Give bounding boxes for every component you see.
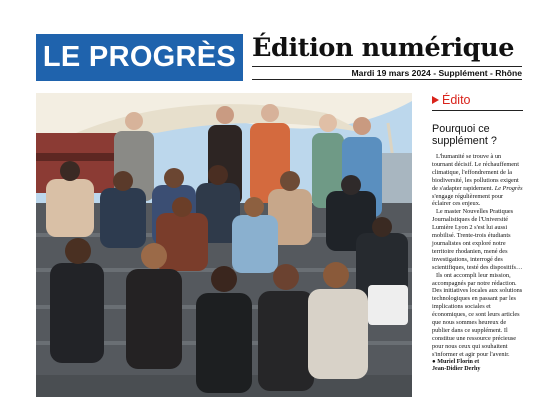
triangle-bullet-icon — [432, 96, 439, 104]
signature-1: ● Muriel Florin et — [432, 358, 480, 365]
edito-label: Édito — [442, 93, 471, 107]
le-progres-logo: LE PROGRÈS — [36, 34, 243, 81]
signature-2: Jean-Didier Derhy — [432, 366, 481, 373]
edition-title: Édition numérique — [252, 33, 515, 63]
header-rule-top — [252, 66, 522, 67]
header-rule-bottom — [252, 79, 522, 80]
edito-paragraph-1: L'humanité se trouve à un tournant décisif. Le réchauffement climatique, l'effondrement de la biodiversité, les pollutions exigent de s'adapter rapidement. Le Progrès s'engage régulièrement pour éclairer ces enjeux. — [432, 153, 523, 208]
edito-paragraph-2: Le master Nouvelles Pratiques Journalistiques de l'Université Lumière Lyon 2 s'est lui aussi mobilisé. Trente-trois étudiants journalistes ont exploré notre territoire rhodanien, mené des investigations, interrogé des scientifiques, testé des dispositifs… — [432, 208, 523, 271]
dateline: Mardi 19 mars 2024 - Supplément - Rhône — [351, 68, 522, 78]
edito-sidebar — [432, 93, 523, 374]
edito-headline: Pourquoi ce supplément ? — [432, 123, 497, 147]
edito-paragraph-3: Ils ont accompli leur mission, accompagnés par notre rédaction. Des initiatives locales aux solutions technologiques en passant par les implications sociales et économiques, ce sont leurs articles que nous sommes heureux de publier dans ce supplément. Il constitue une ressource précieuse pour nous ceux qui souhaitent s'informer et agir pour l'avenir. — [432, 271, 523, 358]
edito-header — [432, 93, 523, 111]
group-photo — [36, 93, 412, 397]
edito-body — [432, 153, 523, 374]
